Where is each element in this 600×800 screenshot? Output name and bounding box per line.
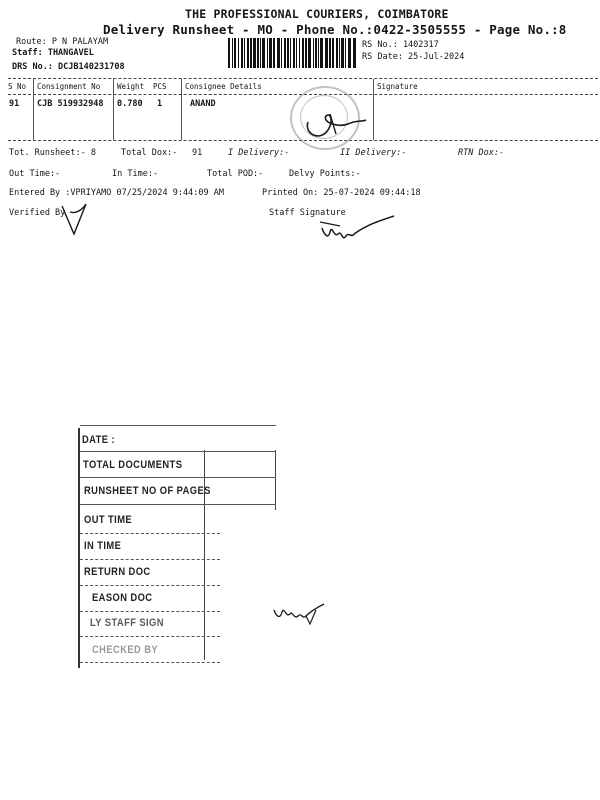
stamp-row-line	[80, 585, 220, 586]
barcode-bar	[325, 38, 328, 68]
barcode-bar	[315, 38, 317, 68]
barcode-bar	[345, 38, 346, 68]
barcode-bar	[262, 38, 265, 68]
barcode-bar	[313, 38, 314, 68]
in-time: In Time:-	[112, 169, 159, 179]
barcode-image	[228, 38, 356, 68]
column-header-pcs: PCS	[153, 82, 167, 91]
barcode-bar	[234, 38, 236, 68]
stamp-row-line	[80, 662, 220, 663]
stamp-top-line	[80, 425, 276, 426]
stamp-in-time: IN TIME	[84, 540, 122, 552]
barcode-bar	[308, 38, 311, 68]
stamp-row-line	[80, 504, 276, 505]
row-sno: 91	[9, 99, 20, 109]
barcode-bar	[290, 38, 291, 68]
total-dox-value: 91	[192, 148, 203, 158]
barcode-bar	[353, 38, 356, 68]
verifier-signature	[58, 200, 92, 240]
barcode-bar	[302, 38, 304, 68]
ii-delivery: II Delivery:-	[340, 148, 407, 158]
stamp-out-time: OUT TIME	[84, 514, 133, 526]
printed-on: Printed On: 25-07-2024 09:44:18	[262, 188, 421, 198]
i-delivery: I Delivery:-	[228, 148, 290, 158]
barcode-bar	[293, 38, 295, 68]
rtn-dox: RTN Dox:-	[458, 148, 505, 158]
stamp-left-border	[78, 428, 80, 668]
barcode-bar	[284, 38, 286, 68]
barcode-bar	[253, 38, 256, 68]
barcode-bar	[329, 38, 331, 68]
stamp-total-documents: TOTAL DOCUMENTS	[83, 459, 183, 471]
stamp-column-divider	[204, 450, 205, 660]
staff-signature	[318, 214, 398, 250]
route-label: Route: P N PALAYAM	[16, 37, 109, 47]
out-time: Out Time:-	[9, 169, 61, 179]
barcode-bar	[339, 38, 340, 68]
stamp-runsheet-pages: RUNSHEET NO OF PAGES	[84, 485, 211, 497]
barcode-bar	[238, 38, 239, 68]
barcode-bar	[250, 38, 252, 68]
stamp-row-line	[80, 451, 276, 452]
row-pcs: 1	[157, 99, 163, 109]
stamp-return-doc: RETURN DOC	[84, 566, 151, 578]
barcode-bar	[348, 38, 351, 68]
stamp-reason-doc: EASON DOC	[92, 592, 153, 604]
column-header-weight: Weight	[117, 82, 145, 91]
receiver-signature	[300, 104, 370, 146]
barcode-bar	[267, 38, 268, 68]
stamp-row-line	[80, 611, 220, 612]
row-weight: 0.780	[117, 99, 143, 109]
barcode-bar	[277, 38, 280, 68]
barcode-bar	[273, 38, 275, 68]
total-dox-label: Total Dox:-	[121, 148, 178, 158]
barcode-bar	[244, 38, 245, 68]
stamp-row-line	[80, 533, 220, 534]
barcode-bar	[299, 38, 300, 68]
barcode-bar	[336, 38, 338, 68]
barcode-bar	[332, 38, 334, 68]
rs-no-label: RS No.: 1402317	[362, 40, 439, 50]
barcode-bar	[269, 38, 272, 68]
company-title: THE PROFESSIONAL COURIERS, COIMBATORE	[185, 7, 449, 21]
barcode-bar	[257, 38, 259, 68]
stamp-checked-by: CHECKED BY	[92, 644, 159, 656]
barcode-bar	[247, 38, 249, 68]
stamp-row-line	[80, 477, 276, 478]
row-consignee: ANAND	[190, 99, 216, 109]
drs-label: DRS No.: DCJB140231708	[12, 62, 125, 72]
staff-label: Staff: THANGAVEL	[12, 48, 94, 58]
column-divider	[113, 79, 114, 140]
column-header-sno: S No	[8, 82, 27, 91]
delvy-points: Delvy Points:-	[289, 169, 361, 179]
barcode-bar	[260, 38, 261, 68]
runsheet-subtitle: Delivery Runsheet - MO - Phone No.:0422-3505555 - Page No.:8	[103, 22, 567, 37]
divider-line	[8, 78, 598, 79]
rs-date-label: RS Date: 25-Jul-2024	[362, 52, 465, 62]
column-header-consignment: Consignment No	[37, 82, 101, 91]
verified-by-label: Verified By	[9, 208, 66, 218]
staff-signature-label: Staff Signature	[269, 208, 346, 218]
barcode-bar	[287, 38, 289, 68]
stamp-row-line	[80, 636, 220, 637]
total-pod: Total POD:-	[207, 169, 264, 179]
column-divider	[373, 79, 374, 140]
barcode-bar	[320, 38, 323, 68]
total-runsheet: Tot. Runsheet:- 8	[9, 148, 96, 158]
column-divider	[181, 79, 182, 140]
stamp-date-label: DATE :	[82, 434, 116, 446]
column-divider	[33, 79, 34, 140]
row-consignment: CJB 519932948	[37, 99, 104, 109]
barcode-bar	[305, 38, 307, 68]
barcode-bar	[281, 38, 282, 68]
stamp-right-border	[275, 450, 276, 510]
stamp-row-line	[80, 559, 220, 560]
column-header-signature: Signature	[377, 82, 418, 91]
stamp-signature	[272, 600, 328, 628]
stamp-staff-sign: LY STAFF SIGN	[90, 617, 164, 629]
barcode-bar	[296, 38, 297, 68]
barcode-bar	[318, 38, 319, 68]
barcode-bar	[341, 38, 344, 68]
barcode-bar	[228, 38, 230, 68]
entered-by: Entered By :VPRIYAMO 07/25/2024 9:44:09 AM	[9, 188, 224, 198]
barcode-bar	[241, 38, 243, 68]
barcode-bar	[232, 38, 233, 68]
column-header-consignee: Consignee Details	[185, 82, 262, 91]
